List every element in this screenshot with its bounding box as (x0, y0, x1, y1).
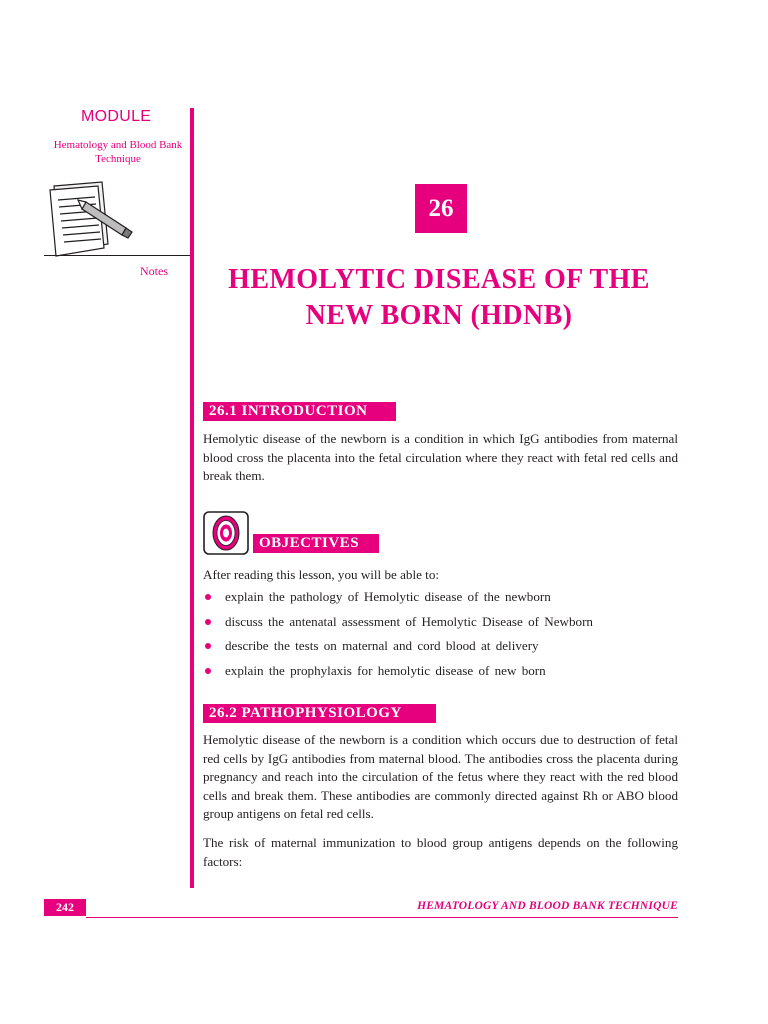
risk-paragraph: The risk of maternal immunization to blood group antigens depends on the following factors: (203, 835, 678, 869)
pathophysiology-paragraph: Hemolytic disease of the newborn is a condition which occurs due to destruction of fetal red cells by IgG antibodies from maternal blood. The antibodies cross the placenta during pregnancy and reach into the circulation of the fetus where they react with the red blood cells and break them. These antibodies are commonly directed against Rh or ABO blood group antigens on fetal red cells. (203, 732, 678, 821)
section-heading-introduction: 26.1 INTRODUCTION (203, 402, 396, 421)
page-number: 242 (44, 899, 86, 916)
objective-item: explain the pathology of Hemolytic disease of the newborn (203, 588, 678, 613)
objective-item: describe the tests on maternal and cord blood at delivery (203, 637, 678, 662)
notes-label: Notes (140, 264, 168, 278)
module-label: MODULE (81, 108, 152, 125)
section-heading-pathophysiology: 26.2 PATHOPHYSIOLOGY (203, 704, 436, 723)
chapter-title: HEMOLYTIC DISEASE OF THE NEW BORN (HDNB) (228, 264, 650, 331)
chapter-number: 26 (415, 184, 467, 233)
target-icon (203, 511, 249, 555)
section-heading-objectives: OBJECTIVES (253, 534, 379, 553)
objective-item: explain the prophylaxis for hemolytic disease of new born (203, 662, 678, 687)
objective-item: discuss the antenatal assessment of Hemolytic Disease of Newborn (203, 613, 678, 638)
introduction-paragraph: Hemolytic disease of the newborn is a condition in which IgG antibodies from maternal blood cross the placenta into the fetal circulation where they react with fetal red cells and break them. (203, 431, 678, 483)
notepad-pencil-icon (40, 180, 140, 260)
footer-rule (86, 917, 678, 918)
module-subject: Hematology and Blood Bank Technique (53, 139, 183, 165)
sidebar-rule (190, 108, 194, 888)
running-title: HEMATOLOGY AND BLOOD BANK TECHNIQUE (417, 900, 678, 912)
objectives-list (203, 588, 678, 687)
notes-divider (44, 255, 190, 256)
objectives-lead: After reading this lesson, you will be able to: (203, 567, 440, 582)
